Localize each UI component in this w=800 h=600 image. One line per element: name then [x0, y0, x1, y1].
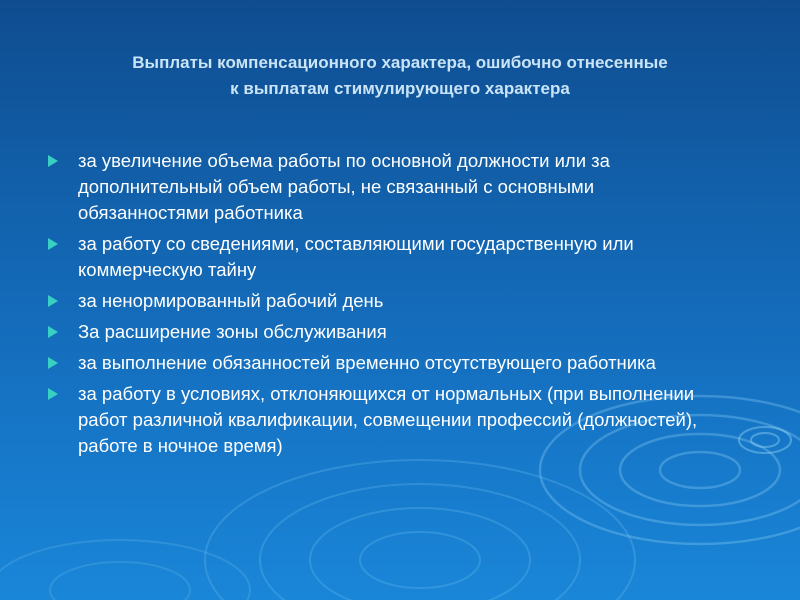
teal-triangle-bullet-icon [48, 357, 58, 369]
list-item [48, 288, 728, 314]
slide-title [40, 50, 760, 102]
teal-triangle-bullet-icon [48, 326, 58, 338]
list-item [48, 319, 728, 345]
teal-triangle-bullet-icon [48, 238, 58, 250]
list-item [48, 148, 728, 226]
bullet-list [48, 148, 728, 464]
list-item-text: за работу со сведениями, составляющими государственную или коммерческую тайну [78, 233, 634, 280]
list-item-text: За расширение зоны обслуживания [78, 321, 387, 342]
slide-title-line-1: Выплаты компенсационного характера, ошибочно отнесенные [132, 53, 668, 72]
list-item-text: за работу в условиях, отклоняющихся от нормальных (при выполнении работ различной квалификации, совмещении профессий (должностей), работе в ночное время) [78, 383, 698, 456]
list-item-text: за выполнение обязанностей временно отсутствующего работника [78, 352, 656, 373]
list-item-text: за увеличение объема работы по основной должности или за дополнительный объем работы, не связанный с основными обязанностями работника [78, 150, 610, 223]
list-item [48, 231, 728, 283]
list-item [48, 350, 728, 376]
teal-triangle-bullet-icon [48, 388, 58, 400]
list-item-text: за ненормированный рабочий день [78, 290, 384, 311]
teal-triangle-bullet-icon [48, 155, 58, 167]
list-item [48, 381, 728, 459]
slide-title-line-2: к выплатам стимулирующего характера [230, 79, 570, 98]
teal-triangle-bullet-icon [48, 295, 58, 307]
